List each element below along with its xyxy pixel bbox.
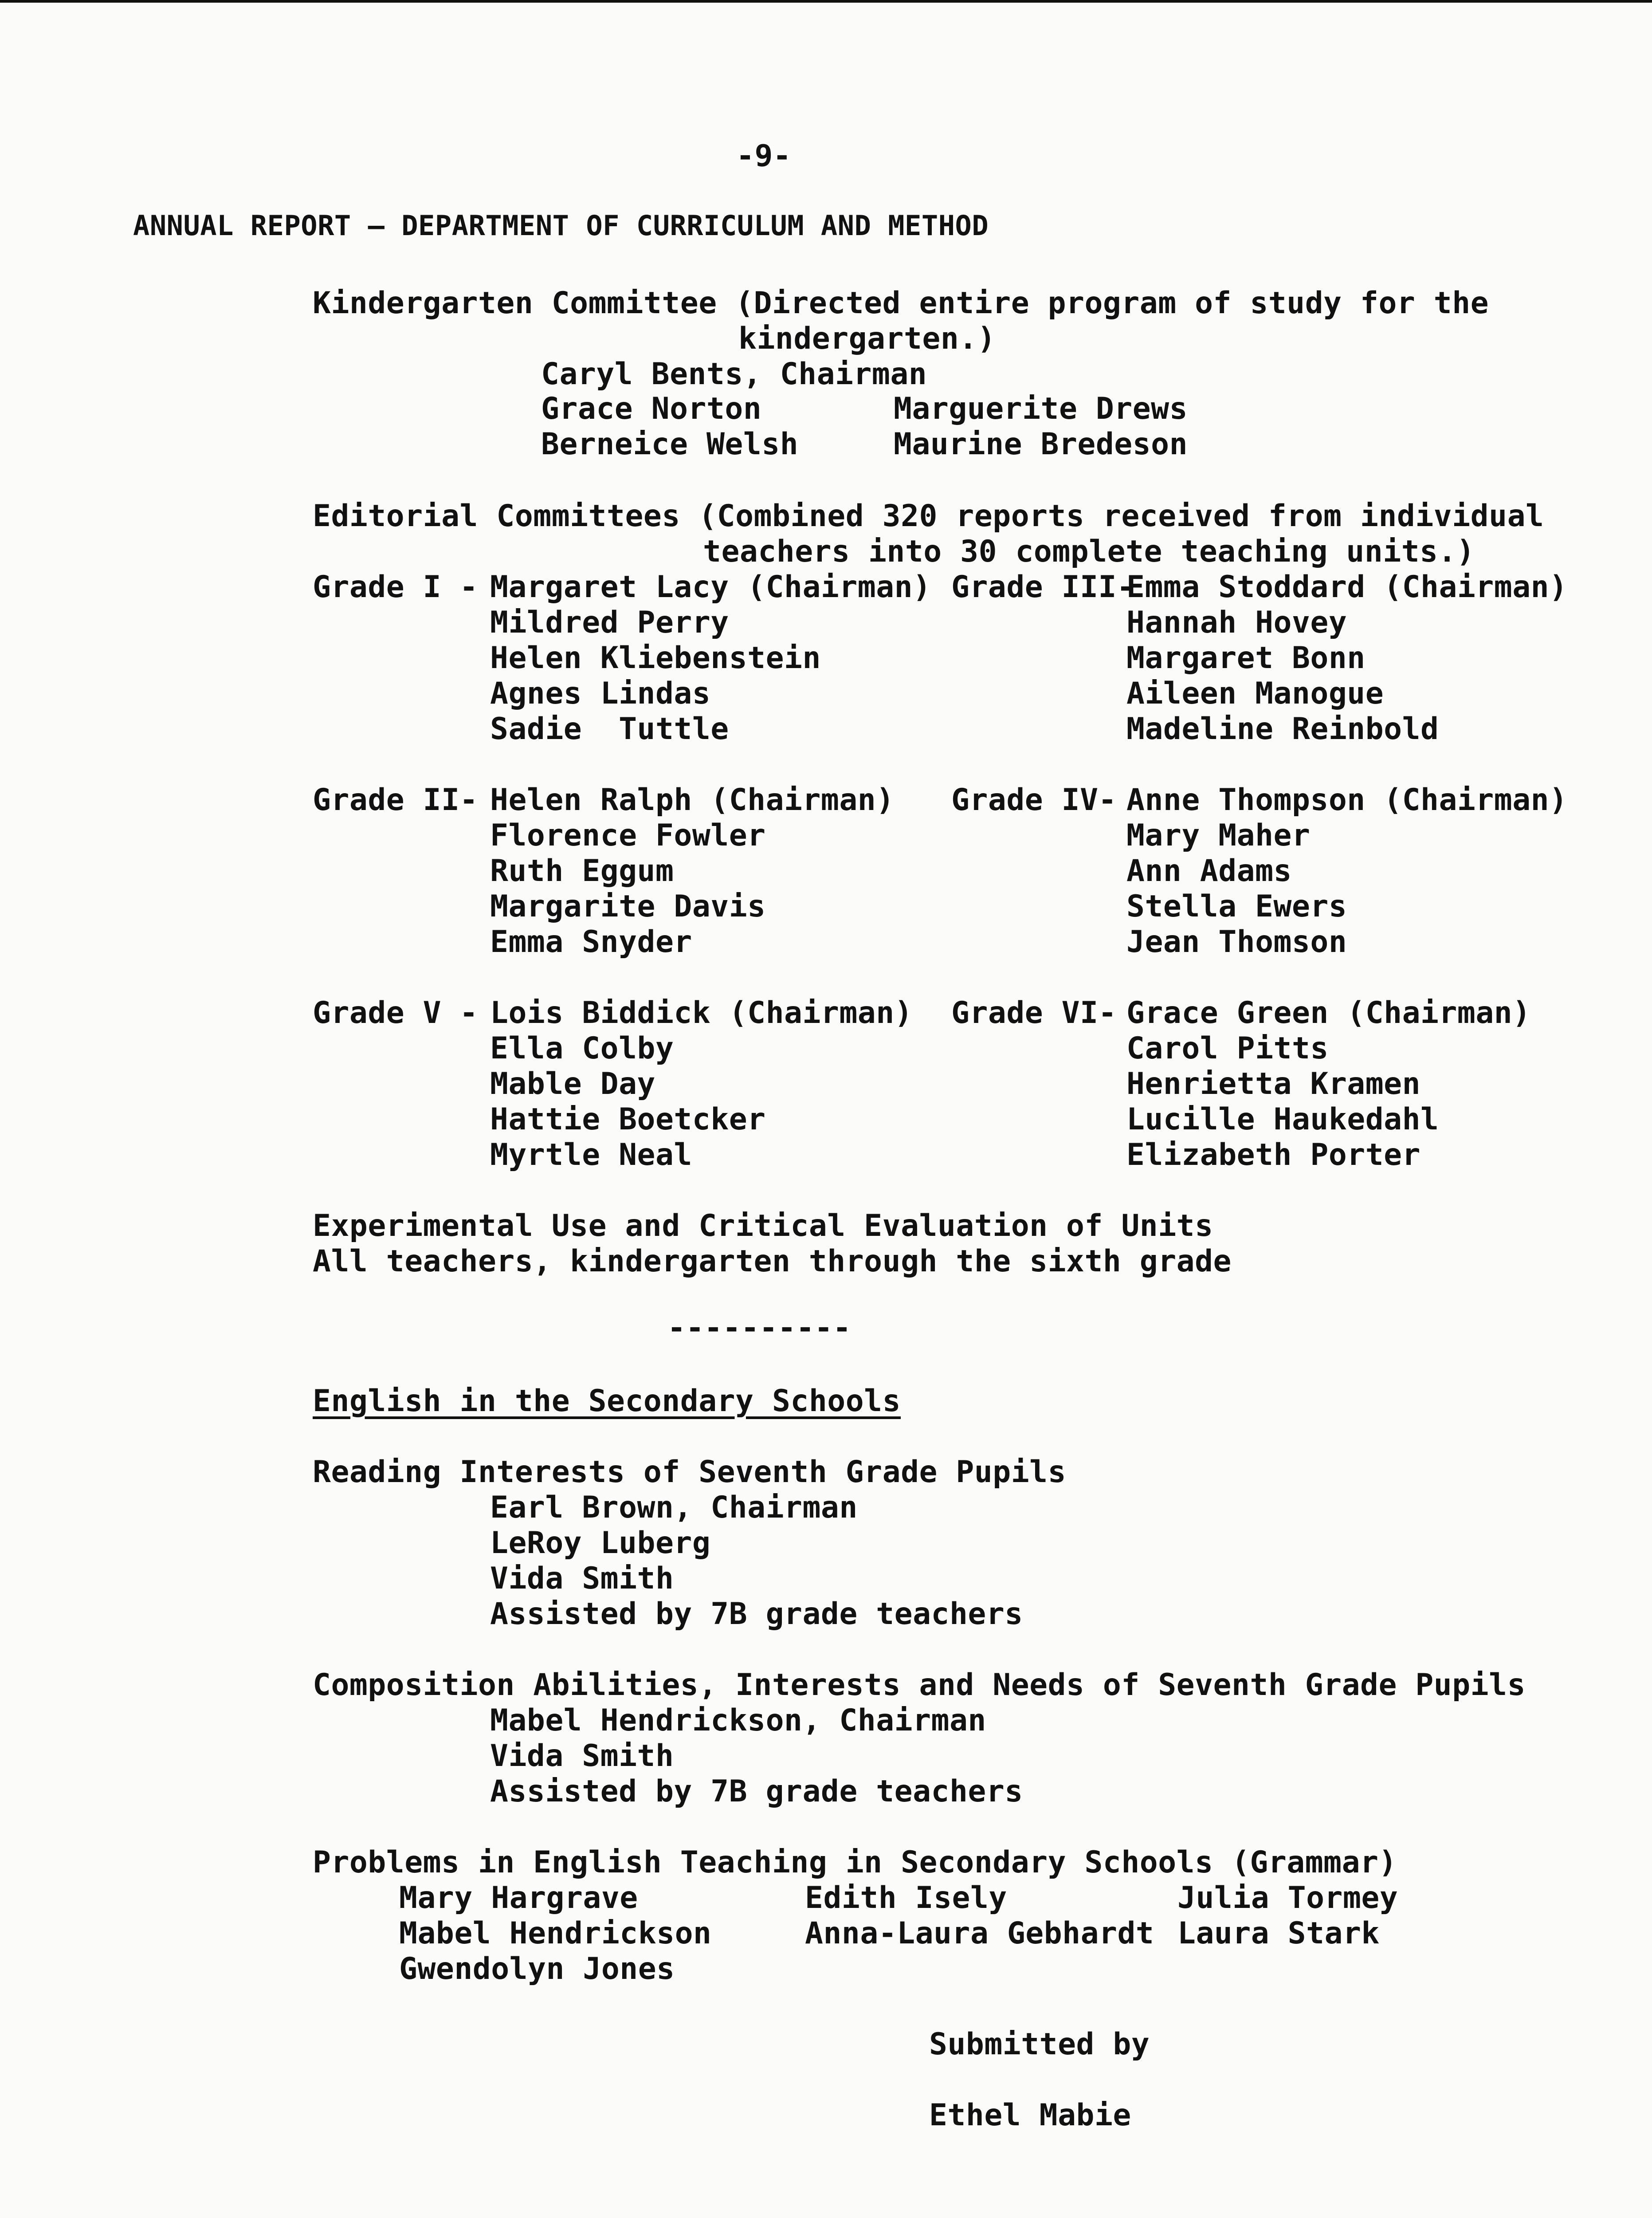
problems-member: Mary Hargrave — [399, 1880, 638, 1915]
problems-heading: Problems in English Teaching in Secondary Schools (Grammar) — [313, 1845, 1397, 1880]
grade-chair: Margaret Lacy (Chairman) — [490, 570, 931, 605]
grade-member: Henrietta Kramen — [1126, 1066, 1421, 1101]
grade-member: Florence Fowler — [490, 818, 766, 853]
composition-heading: Composition Abilities, Interests and Needs of Seventh Grade Pupils — [313, 1667, 1526, 1703]
grade-member: Mary Maher — [1126, 818, 1311, 853]
kindergarten-member: Grace Norton — [541, 391, 762, 426]
grade-member: Myrtle Neal — [490, 1137, 692, 1172]
page-top-edge — [0, 0, 1652, 3]
problems-member: Edith Isely — [805, 1880, 1007, 1915]
reading-line: LeRoy Luberg — [490, 1526, 711, 1561]
grade-chair: Anne Thompson (Chairman) — [1126, 783, 1568, 818]
reading-line: Earl Brown, Chairman — [490, 1490, 858, 1525]
grade-chair: Grace Green (Chairman) — [1126, 995, 1531, 1030]
grade-member: Margarite Davis — [490, 889, 766, 924]
experimental-note: All teachers, kindergarten through the sixth grade — [313, 1244, 1232, 1279]
grade-chair: Lois Biddick (Chairman) — [490, 995, 913, 1030]
grade-member: Ann Adams — [1126, 853, 1292, 889]
composition-line: Mabel Hendrickson, Chairman — [490, 1703, 986, 1738]
kindergarten-member: Marguerite Drews — [894, 391, 1188, 426]
english-section-heading: English in the Secondary Schools — [313, 1384, 901, 1419]
grade-member: Mable Day — [490, 1066, 655, 1101]
composition-line: Vida Smith — [490, 1738, 674, 1774]
problems-member: Gwendolyn Jones — [399, 1951, 675, 1986]
grade-label: Grade III- — [951, 570, 1135, 605]
grade-member: Madeline Reinbold — [1126, 712, 1439, 747]
page-number: -9- — [736, 138, 792, 173]
grade-member: Mildred Perry — [490, 605, 729, 640]
grade-chair: Emma Stoddard (Chairman) — [1126, 570, 1568, 605]
grade-member: Carol Pitts — [1126, 1031, 1329, 1066]
problems-member: Julia Tormey — [1177, 1880, 1398, 1915]
reading-line: Vida Smith — [490, 1561, 674, 1596]
problems-member: Laura Stark — [1177, 1916, 1380, 1951]
grade-member: Jean Thomson — [1126, 924, 1347, 960]
kindergarten-chairman: Caryl Bents, Chairman — [541, 357, 927, 392]
grade-label: Grade II- — [313, 783, 478, 818]
grade-member: Ruth Eggum — [490, 853, 674, 889]
composition-line: Assisted by 7B grade teachers — [490, 1774, 1023, 1809]
editorial-heading-line1: Editorial Committees (Combined 320 reports received from individual — [313, 499, 1544, 534]
grade-member: Ella Colby — [490, 1031, 674, 1066]
grade-member: Agnes Lindas — [490, 676, 711, 711]
kindergarten-member: Berneice Welsh — [541, 427, 799, 462]
grade-label: Grade VI- — [951, 995, 1117, 1030]
grade-member: Sadie Tuttle — [490, 712, 729, 747]
submitted-by-name: Ethel Mabie — [929, 2098, 1131, 2133]
grade-member: Emma Snyder — [490, 924, 692, 960]
grade-member: Hannah Hovey — [1126, 605, 1347, 640]
section-separator: ---------- — [667, 1310, 852, 1345]
grade-member: Elizabeth Porter — [1126, 1137, 1421, 1172]
problems-member: Anna-Laura Gebhardt — [805, 1916, 1154, 1951]
grade-member: Hattie Boetcker — [490, 1102, 766, 1137]
reading-heading: Reading Interests of Seventh Grade Pupils — [313, 1455, 1067, 1490]
experimental-heading: Experimental Use and Critical Evaluation of Units — [313, 1208, 1213, 1243]
kindergarten-heading-line1: Kindergarten Committee (Directed entire program of study for the — [313, 286, 1489, 321]
kindergarten-member: Maurine Bredeson — [894, 427, 1188, 462]
grade-member: Aileen Manogue — [1126, 676, 1384, 711]
editorial-heading-line2: teachers into 30 complete teaching units.) — [703, 534, 1475, 569]
grade-label: Grade I - — [313, 570, 478, 605]
grade-member: Lucille Haukedahl — [1126, 1102, 1439, 1137]
grade-label: Grade V - — [313, 995, 478, 1030]
grade-chair: Helen Ralph (Chairman) — [490, 783, 895, 818]
grade-label: Grade IV- — [951, 783, 1117, 818]
page-title: ANNUAL REPORT — DEPARTMENT OF CURRICULUM AND METHOD — [133, 209, 989, 242]
kindergarten-heading-line2: kindergarten.) — [738, 321, 996, 356]
grade-member: Stella Ewers — [1126, 889, 1347, 924]
problems-member: Mabel Hendrickson — [399, 1916, 712, 1951]
grade-member: Margaret Bonn — [1126, 641, 1366, 676]
grade-member: Helen Kliebenstein — [490, 641, 821, 676]
reading-line: Assisted by 7B grade teachers — [490, 1597, 1023, 1632]
submitted-by-label: Submitted by — [929, 2027, 1150, 2062]
